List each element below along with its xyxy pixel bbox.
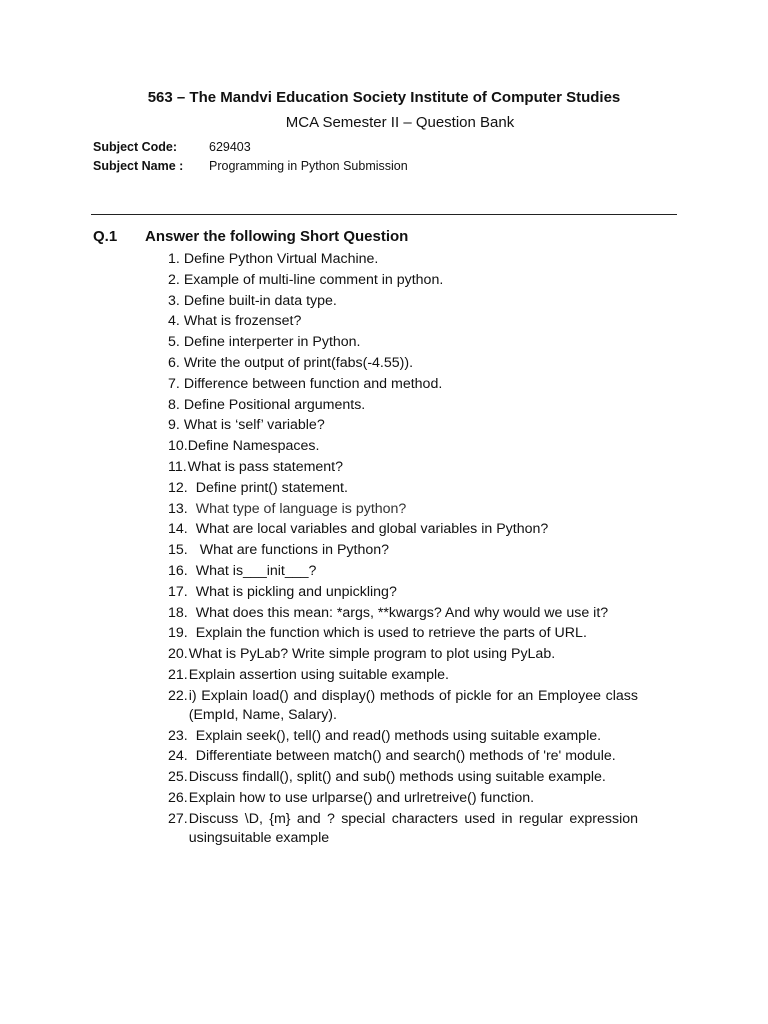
item-number: 12.	[168, 479, 188, 496]
item-number: 15.	[168, 542, 188, 559]
item-number: 13.	[168, 500, 188, 517]
list-item	[168, 500, 638, 519]
item-text: Discuss \D, {m} and ? special characters used in regular expression usingsuitable example	[188, 810, 638, 846]
item-number: 1.	[168, 251, 180, 267]
list-item	[168, 541, 638, 560]
question-number: Q.1	[93, 228, 118, 245]
item-number: 14.	[168, 521, 188, 538]
divider	[91, 214, 677, 215]
item-number: 9.	[168, 417, 180, 434]
item-text: Explain seek(), tell() and read() methods using suitable example.	[195, 727, 602, 744]
item-number: 8.	[168, 396, 180, 413]
question-heading: Answer the following Short Question	[145, 228, 409, 245]
item-number: 25.	[168, 769, 188, 786]
item-text: What is ‘self’ variable?	[183, 417, 325, 434]
item-text: Define Python Virtual Machine.	[183, 251, 379, 267]
item-text: What are functions in Python?	[199, 542, 390, 559]
item-text: Example of multi-line comment in python.	[183, 271, 444, 288]
list-item	[168, 583, 638, 602]
item-number: 21.	[168, 666, 188, 683]
question-list	[168, 250, 638, 850]
item-text: What type of language is python?	[195, 500, 407, 517]
list-item	[168, 292, 638, 311]
list-item	[168, 458, 638, 477]
item-number: 18.	[168, 604, 188, 621]
list-item	[168, 624, 638, 643]
item-number: 19.	[168, 625, 188, 642]
item-number: 23.	[168, 727, 188, 744]
item-text: What is___init___?	[195, 562, 317, 579]
item-number: 26.	[168, 789, 188, 806]
subject-name-value: Programming in Python Submission	[209, 159, 408, 173]
list-item	[168, 810, 638, 848]
item-text: What are local variables and global variables in Python?	[195, 521, 549, 538]
list-item	[168, 271, 638, 290]
list-item	[168, 437, 638, 456]
item-text: Write the output of print(fabs(-4.55)).	[183, 354, 414, 371]
item-text: What is frozenset?	[183, 313, 302, 330]
item-text: Explain how to use urlparse() and urlretreive() function.	[188, 789, 535, 806]
item-text: Define built-in data type.	[183, 292, 337, 309]
item-number: 11.	[168, 458, 187, 475]
item-number: 6.	[168, 354, 180, 371]
list-item	[168, 747, 638, 766]
list-item	[168, 562, 638, 581]
institute-title: 563 – The Mandvi Education Society Institute of Computer Studies	[147, 89, 621, 106]
list-item	[168, 250, 638, 269]
list-item	[168, 520, 638, 539]
item-text: Discuss findall(), split() and sub() methods using suitable example.	[188, 769, 606, 786]
question-bank-subtitle: MCA Semester II – Question Bank	[285, 114, 515, 131]
subject-code-label: Subject Code:	[93, 140, 178, 154]
list-item	[168, 666, 638, 685]
list-item	[168, 416, 638, 435]
item-number: 10.	[168, 438, 188, 455]
list-item	[168, 375, 638, 394]
list-item	[168, 768, 638, 787]
list-item	[168, 789, 638, 808]
list-item	[168, 687, 638, 725]
item-number: 7.	[168, 375, 180, 392]
item-number: 17.	[168, 583, 188, 600]
item-number: 2.	[168, 271, 180, 288]
subject-name-label: Subject Name :	[93, 159, 184, 173]
list-item	[168, 645, 638, 664]
item-number: 27.	[168, 810, 188, 827]
list-item	[168, 727, 638, 746]
item-number: 16.	[168, 562, 188, 579]
item-text: i) Explain load() and display() methods of pickle for an Employee class (EmpId, Name, Salary).	[188, 687, 638, 723]
item-number: 4.	[168, 313, 180, 330]
item-number: 22.	[168, 687, 188, 704]
item-text: What is pass statement?	[187, 458, 344, 475]
item-text: Define Namespaces.	[187, 438, 320, 455]
list-item	[168, 604, 638, 623]
item-text: What is PyLab? Write simple program to plot using PyLab.	[188, 646, 556, 663]
item-number: 20.	[168, 646, 188, 663]
list-item	[168, 333, 638, 352]
item-text: What does this mean: *args, **kwargs? And why would we use it?	[195, 604, 609, 621]
list-item	[168, 312, 638, 331]
item-text: Differentiate between match() and search() methods of 're' module.	[195, 748, 616, 765]
item-text: Define print() statement.	[195, 479, 348, 496]
item-text: Explain the function which is used to retrieve the parts of URL.	[195, 625, 587, 642]
item-number: 24.	[168, 748, 188, 765]
list-item	[168, 479, 638, 498]
subject-code-value: 629403	[209, 140, 251, 154]
item-text: Difference between function and method.	[183, 375, 443, 392]
item-number: 5.	[168, 334, 180, 351]
item-text: Define interperter in Python.	[183, 334, 361, 351]
item-text: What is pickling and unpickling?	[195, 583, 397, 600]
item-number: 3.	[168, 292, 180, 309]
item-text: Define Positional arguments.	[183, 396, 366, 413]
list-item	[168, 354, 638, 373]
item-text: Explain assertion using suitable example.	[188, 666, 449, 683]
list-item	[168, 396, 638, 415]
